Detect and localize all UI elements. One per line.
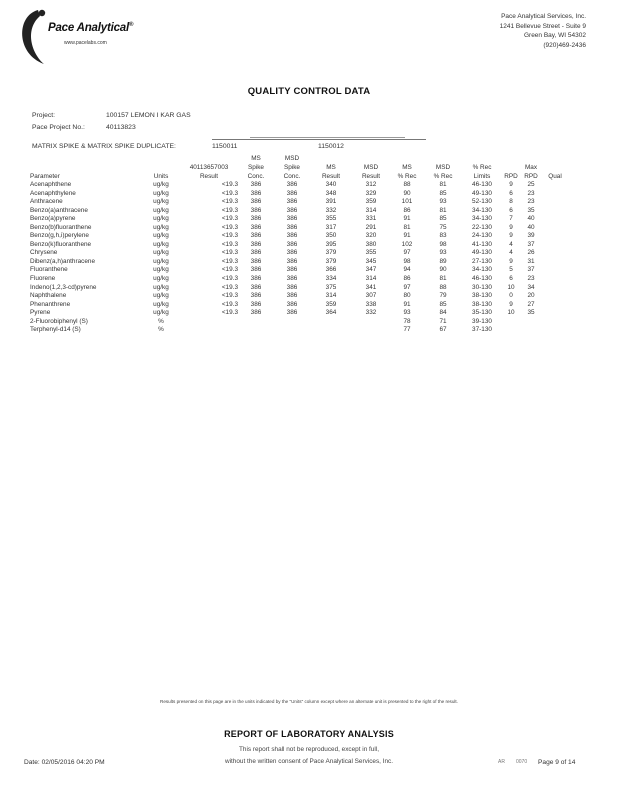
cell-limits: 34-130 — [472, 215, 492, 223]
cell-units: ug/kg — [153, 266, 169, 274]
cell-ms-rec: 93 — [403, 309, 411, 317]
cell-msd-result: 338 — [365, 300, 377, 308]
cell-ms-spike: 386 — [250, 249, 262, 257]
cell-ms-rec: 98 — [403, 257, 411, 265]
lab-address — [500, 12, 586, 50]
phone-number: (920)469-2436 — [543, 41, 586, 49]
table-body — [30, 181, 568, 335]
cell-sample-result: <19.3 — [221, 292, 238, 300]
cell-rpd: 9 — [509, 300, 513, 308]
cell-max-rpd — [520, 318, 542, 327]
cell-ms-rec: 94 — [403, 266, 411, 274]
city-state-zip: Green Bay, WI 54302 — [523, 32, 586, 40]
table-row — [30, 181, 568, 190]
footer-mark: AR — [498, 759, 505, 765]
cell-msd-result: 347 — [365, 266, 377, 274]
col-units: Units — [153, 173, 169, 180]
cell-qual — [542, 181, 568, 190]
logo-name: Pace Analytical® — [48, 22, 134, 34]
cell-qual — [542, 215, 568, 224]
cell-msd-result: 341 — [365, 283, 377, 291]
cell-msd-result: 359 — [365, 198, 377, 206]
cell-max-rpd: 37 — [527, 240, 535, 248]
cell-msd-rec: 81 — [439, 275, 447, 283]
cell-units: ug/kg — [153, 198, 169, 206]
cell-max-rpd: 35 — [527, 309, 535, 317]
cell-sample-result: <19.3 — [221, 257, 238, 265]
cell-parameter: Benzo(k)fluoranthene — [30, 240, 92, 248]
report-date: Date: 02/05/2016 04:20 PM — [24, 759, 105, 766]
cell-msd-result: 355 — [365, 249, 377, 257]
table-row — [30, 249, 568, 258]
cell-ms-spike: 386 — [250, 257, 262, 265]
table-row — [30, 258, 568, 267]
cell-rpd: 0 — [509, 292, 513, 300]
cell-units: ug/kg — [153, 215, 169, 223]
page-title: QUALITY CONTROL DATA — [247, 86, 371, 97]
footer-code: 0070 — [516, 759, 528, 765]
col-max-rpd: Max RPD — [524, 164, 538, 180]
cell-parameter: Chrysene — [30, 249, 58, 257]
cell-msd-rec: 81 — [439, 181, 447, 188]
cell-max-rpd: 35 — [527, 206, 535, 214]
cell-sample-result: <19.3 — [221, 232, 238, 240]
cell-msd-rec: 85 — [439, 300, 447, 308]
cell-max-rpd: 20 — [527, 292, 535, 300]
table-row — [30, 292, 568, 301]
cell-msd-spike: 386 — [286, 249, 298, 257]
cell-rpd: 6 — [509, 189, 513, 197]
cell-parameter: Indeno(1,2,3-cd)pyrene — [30, 283, 97, 291]
units-footnote: Results presented on this page are in the units indicated by the "Units" column except where an alternate unit is presented to the right of the result. — [160, 699, 458, 704]
cell-ms-spike: 386 — [250, 292, 262, 300]
cell-msd-spike: 386 — [286, 198, 298, 206]
col-ms-rec: MS % Rec — [397, 164, 417, 180]
cell-units: ug/kg — [153, 206, 169, 214]
cell-msd-result: 291 — [365, 223, 377, 231]
company-name: Pace Analytical Services, Inc. — [501, 13, 586, 20]
cell-qual — [542, 326, 568, 335]
cell-msd-rec: 93 — [439, 198, 447, 206]
cell-qual — [542, 284, 568, 293]
cell-msd-spike: 386 — [286, 223, 298, 231]
cell-rpd — [502, 326, 520, 335]
cell-max-rpd: 23 — [527, 189, 535, 197]
cell-parameter: Acenaphthylene — [30, 189, 76, 197]
cell-msd-rec: 83 — [439, 232, 447, 240]
cell-units: ug/kg — [153, 275, 169, 283]
cell-sample-result: <19.3 — [221, 181, 238, 188]
col-sample-result: 40113657003 Result — [189, 164, 229, 180]
cell-ms-rec: 90 — [403, 189, 411, 197]
pace-logo-swoosh — [10, 6, 110, 68]
cell-ms-rec: 77 — [403, 326, 411, 334]
cell-sample-result: <19.3 — [221, 300, 238, 308]
col-rec-limits: % Rec Limits — [472, 164, 492, 180]
cell-msd-result: 332 — [365, 309, 377, 317]
cell-ms-rec: 78 — [403, 317, 411, 325]
matrix-spike-id: 1150011 — [212, 143, 238, 150]
cell-max-rpd: 34 — [527, 283, 535, 291]
cell-qual — [542, 241, 568, 250]
cell-ms-spike: 386 — [250, 283, 262, 291]
cell-msd-spike: 386 — [286, 275, 298, 283]
cell-limits: 49-130 — [472, 249, 492, 257]
cell-limits: 46-130 — [472, 275, 492, 283]
cell-sample-result: <19.3 — [221, 206, 238, 214]
col-msd-spike: MSD Spike Conc. — [283, 155, 301, 180]
cell-ms-rec: 97 — [403, 283, 411, 291]
col-qual: Qual — [548, 173, 562, 180]
cell-sample-result: <19.3 — [221, 266, 238, 274]
cell-sample-result: <19.3 — [221, 189, 238, 197]
table-row — [30, 266, 568, 275]
cell-msd-rec: 89 — [439, 257, 447, 265]
cell-sample-result: <19.3 — [221, 240, 238, 248]
cell-msd-spike — [274, 326, 310, 335]
cell-max-rpd: 40 — [527, 215, 535, 223]
disclaimer-line-2: without the written consent of Pace Analytical Services, Inc. — [224, 758, 394, 765]
cell-units: ug/kg — [153, 300, 169, 308]
table-row — [30, 232, 568, 241]
cell-ms-result — [310, 326, 352, 335]
cell-qual — [542, 275, 568, 284]
cell-rpd: 6 — [509, 206, 513, 214]
cell-sample-result: <19.3 — [221, 283, 238, 291]
cell-ms-rec: 101 — [401, 198, 413, 206]
cell-qual — [542, 309, 568, 318]
cell-sample-result: <19.3 — [221, 249, 238, 257]
cell-parameter: Dibenz(a,h)anthracene — [30, 257, 96, 265]
cell-ms-spike: 386 — [250, 300, 262, 308]
col-msd-rec: MSD % Rec — [433, 164, 453, 180]
cell-msd-spike: 386 — [286, 189, 298, 197]
cell-qual — [542, 318, 568, 327]
cell-msd-result: 312 — [365, 181, 377, 188]
table-row — [30, 198, 568, 207]
cell-max-rpd: 23 — [527, 198, 535, 206]
cell-ms-result: 340 — [325, 181, 337, 188]
cell-units: ug/kg — [153, 232, 169, 240]
cell-units: ug/kg — [153, 240, 169, 248]
cell-max-rpd — [520, 326, 542, 335]
cell-qual — [542, 258, 568, 267]
cell-rpd: 9 — [509, 223, 513, 231]
cell-max-rpd: 40 — [527, 223, 535, 231]
cell-ms-result: 350 — [325, 232, 337, 240]
cell-msd-result: 314 — [365, 275, 377, 283]
table-row — [30, 215, 568, 224]
cell-limits: 49-130 — [472, 189, 492, 197]
cell-ms-spike: 386 — [250, 223, 262, 231]
cell-parameter: Fluoranthene — [30, 266, 68, 274]
cell-units: ug/kg — [153, 283, 169, 291]
cell-msd-spike: 386 — [286, 240, 298, 248]
col-parameter: Parameter — [30, 173, 60, 180]
spike-rule-top — [250, 137, 405, 138]
cell-units: ug/kg — [153, 223, 169, 231]
cell-ms-rec: 86 — [403, 206, 411, 214]
cell-sample-result: <19.3 — [221, 215, 238, 223]
cell-ms-result: 355 — [325, 215, 337, 223]
cell-ms-rec: 91 — [403, 215, 411, 223]
col-ms-result: MS Result — [321, 164, 341, 180]
cell-ms-spike: 386 — [250, 189, 262, 197]
cell-limits: 39-130 — [472, 317, 492, 325]
cell-msd-spike: 386 — [286, 266, 298, 274]
cell-parameter: Terphenyl-d14 (S) — [30, 326, 81, 334]
cell-ms-result: 334 — [325, 275, 337, 283]
table-row — [30, 190, 568, 199]
cell-rpd: 5 — [509, 266, 513, 274]
cell-rpd — [502, 318, 520, 327]
cell-rpd: 9 — [509, 257, 513, 265]
project-value: 100157 LEMON I KAR GAS — [106, 112, 191, 119]
table-row — [30, 301, 568, 310]
disclaimer-line-1: This report shall not be reproduced, except in full, — [239, 746, 379, 753]
cell-ms-result — [310, 318, 352, 327]
cell-ms-spike: 386 — [250, 240, 262, 248]
cell-msd-rec: 67 — [439, 326, 447, 334]
cell-units: ug/kg — [153, 292, 169, 300]
cell-ms-result: 314 — [325, 292, 337, 300]
cell-max-rpd: 31 — [527, 257, 535, 265]
cell-ms-rec: 80 — [403, 292, 411, 300]
cell-msd-result — [352, 326, 390, 335]
cell-ms-spike: 386 — [250, 198, 262, 206]
cell-ms-result: 366 — [325, 266, 337, 274]
cell-msd-spike — [274, 318, 310, 327]
cell-units: ug/kg — [153, 189, 169, 197]
pace-project-label: Pace Project No.: — [32, 124, 85, 131]
pace-project-value: 40113823 — [106, 124, 136, 131]
cell-units: % — [158, 326, 164, 334]
cell-limits: 38-130 — [472, 300, 492, 308]
cell-limits: 27-130 — [472, 257, 492, 265]
cell-parameter: Benzo(a)anthracene — [30, 206, 88, 214]
table-row — [30, 284, 568, 293]
cell-msd-result: 331 — [365, 215, 377, 223]
cell-msd-rec: 79 — [439, 292, 447, 300]
cell-msd-spike: 386 — [286, 181, 298, 188]
cell-msd-spike: 386 — [286, 206, 298, 214]
cell-ms-result: 348 — [325, 189, 337, 197]
cell-msd-rec: 88 — [439, 283, 447, 291]
cell-ms-rec: 91 — [403, 232, 411, 240]
cell-rpd: 9 — [509, 181, 513, 188]
cell-parameter: Acenaphthene — [30, 181, 72, 188]
cell-ms-rec: 88 — [403, 181, 411, 188]
cell-qual — [542, 198, 568, 207]
cell-ms-result: 332 — [325, 206, 337, 214]
cell-max-rpd: 25 — [527, 181, 535, 188]
table-row — [30, 326, 568, 335]
cell-msd-result — [352, 318, 390, 327]
col-rpd: RPD — [504, 173, 518, 180]
cell-msd-rec: 90 — [439, 266, 447, 274]
cell-units: ug/kg — [153, 249, 169, 257]
cell-qual — [542, 207, 568, 216]
cell-qual — [542, 266, 568, 275]
cell-units: ug/kg — [153, 309, 169, 317]
cell-qual — [542, 190, 568, 199]
table-row — [30, 275, 568, 284]
cell-msd-rec: 85 — [439, 189, 447, 197]
cell-msd-result: 307 — [365, 292, 377, 300]
cell-ms-spike — [238, 326, 274, 335]
cell-qual — [542, 224, 568, 233]
cell-rpd: 7 — [509, 215, 513, 223]
cell-msd-spike: 386 — [286, 283, 298, 291]
cell-ms-rec: 86 — [403, 275, 411, 283]
cell-limits: 37-130 — [472, 326, 492, 334]
cell-rpd: 4 — [509, 240, 513, 248]
cell-msd-result: 345 — [365, 257, 377, 265]
cell-units: ug/kg — [153, 181, 169, 188]
cell-limits: 35-130 — [472, 309, 492, 317]
cell-max-rpd: 39 — [527, 232, 535, 240]
cell-msd-result: 329 — [365, 189, 377, 197]
qc-data-table — [30, 154, 568, 335]
cell-parameter: Fluorene — [30, 275, 56, 283]
table-header-row — [30, 154, 568, 181]
cell-msd-rec: 93 — [439, 249, 447, 257]
cell-msd-spike: 386 — [286, 257, 298, 265]
cell-parameter: Benzo(a)pyrene — [30, 215, 76, 223]
cell-units: % — [158, 317, 164, 325]
cell-max-rpd: 27 — [527, 300, 535, 308]
cell-ms-spike: 386 — [250, 309, 262, 317]
cell-units: ug/kg — [153, 257, 169, 265]
cell-msd-spike: 386 — [286, 292, 298, 300]
cell-limits: 38-130 — [472, 292, 492, 300]
cell-qual — [542, 232, 568, 241]
cell-limits: 34-130 — [472, 266, 492, 274]
cell-msd-result: 314 — [365, 206, 377, 214]
cell-ms-result: 391 — [325, 198, 337, 206]
table-row — [30, 224, 568, 233]
cell-ms-result: 395 — [325, 240, 337, 248]
table-row — [30, 309, 568, 318]
cell-ms-rec: 97 — [403, 249, 411, 257]
cell-ms-spike: 386 — [250, 215, 262, 223]
cell-sample-result: <19.3 — [221, 198, 238, 206]
cell-ms-spike: 386 — [250, 266, 262, 274]
cell-parameter: Pyrene — [30, 309, 51, 317]
cell-msd-rec: 71 — [439, 317, 447, 325]
cell-limits: 41-130 — [472, 240, 492, 248]
col-ms-spike: MS Spike Conc. — [247, 155, 265, 180]
cell-limits: 22-130 — [472, 223, 492, 231]
cell-msd-rec: 98 — [439, 240, 447, 248]
cell-msd-rec: 84 — [439, 309, 447, 317]
cell-qual — [542, 292, 568, 301]
cell-parameter: Phenanthrene — [30, 300, 71, 308]
cell-limits: 24-130 — [472, 232, 492, 240]
cell-msd-rec: 75 — [439, 223, 447, 231]
cell-msd-spike: 386 — [286, 215, 298, 223]
cell-ms-spike: 386 — [250, 181, 262, 188]
cell-msd-spike: 386 — [286, 309, 298, 317]
cell-sample-result — [180, 318, 238, 327]
cell-parameter: Naphthalene — [30, 292, 67, 300]
cell-msd-spike: 386 — [286, 300, 298, 308]
cell-rpd: 8 — [509, 198, 513, 206]
cell-parameter: 2-Fluorobiphenyl (S) — [30, 317, 88, 325]
cell-ms-rec: 81 — [403, 223, 411, 231]
cell-ms-result: 379 — [325, 257, 337, 265]
table-row — [30, 241, 568, 250]
cell-qual — [542, 249, 568, 258]
table-row — [30, 318, 568, 327]
spike-rule — [212, 139, 426, 140]
cell-ms-result: 379 — [325, 249, 337, 257]
cell-limits: 34-130 — [472, 206, 492, 214]
cell-qual — [542, 301, 568, 310]
cell-parameter: Anthracene — [30, 198, 63, 206]
cell-rpd: 4 — [509, 249, 513, 257]
matrix-spike-duplicate-id: 1150012 — [318, 143, 344, 150]
cell-ms-result: 359 — [325, 300, 337, 308]
cell-parameter: Benzo(b)fluoranthene — [30, 223, 92, 231]
street-address: 1241 Bellevue Street - Suite 9 — [499, 22, 586, 30]
cell-sample-result: <19.3 — [221, 309, 238, 317]
report-heading: REPORT OF LABORATORY ANALYSIS — [224, 729, 394, 739]
cell-ms-result: 317 — [325, 223, 337, 231]
cell-ms-rec: 102 — [401, 240, 413, 248]
cell-rpd: 6 — [509, 275, 513, 283]
cell-sample-result: <19.3 — [221, 275, 238, 283]
cell-msd-rec: 81 — [439, 206, 447, 214]
cell-msd-rec: 85 — [439, 215, 447, 223]
logo-url: www.pacelabs.com — [64, 40, 107, 46]
cell-msd-spike: 386 — [286, 232, 298, 240]
page-number: Page 9 of 14 — [538, 759, 576, 766]
cell-limits: 46-130 — [472, 181, 492, 188]
cell-sample-result: <19.3 — [221, 223, 238, 231]
cell-ms-rec: 91 — [403, 300, 411, 308]
project-label: Project: — [32, 112, 56, 119]
cell-ms-spike: 386 — [250, 275, 262, 283]
cell-limits: 30-130 — [472, 283, 492, 291]
table-row — [30, 207, 568, 216]
cell-ms-spike: 386 — [250, 206, 262, 214]
cell-ms-spike: 386 — [250, 232, 262, 240]
cell-sample-result — [180, 326, 238, 335]
matrix-spike-label: MATRIX SPIKE & MATRIX SPIKE DUPLICATE: — [32, 143, 176, 150]
cell-max-rpd: 26 — [527, 249, 535, 257]
cell-max-rpd: 37 — [527, 266, 535, 274]
cell-max-rpd: 23 — [527, 275, 535, 283]
cell-msd-result: 320 — [365, 232, 377, 240]
cell-rpd: 10 — [507, 283, 515, 291]
cell-limits: 52-130 — [472, 198, 492, 206]
cell-ms-result: 364 — [325, 309, 337, 317]
col-msd-result: MSD Result — [361, 164, 381, 180]
cell-rpd: 9 — [509, 232, 513, 240]
cell-parameter: Benzo(g,h,i)perylene — [30, 232, 89, 240]
cell-rpd: 10 — [507, 309, 515, 317]
cell-ms-result: 375 — [325, 283, 337, 291]
cell-ms-spike — [238, 318, 274, 327]
cell-msd-result: 380 — [365, 240, 377, 248]
